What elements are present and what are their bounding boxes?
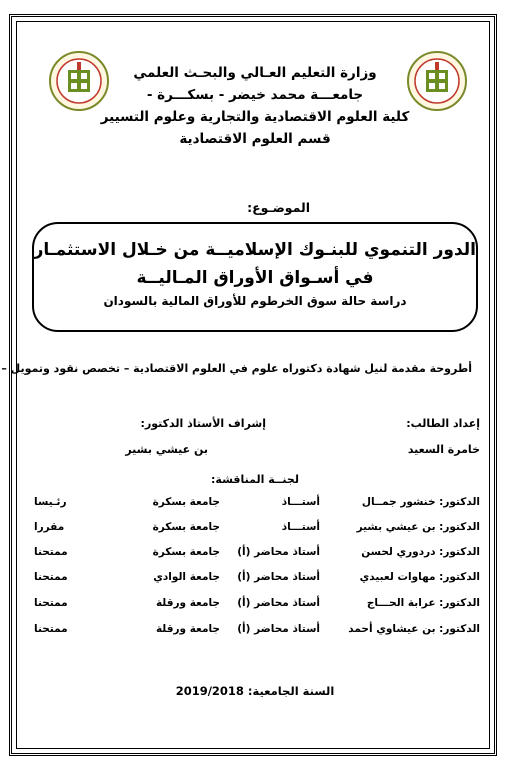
member-rank: أستاذ محاضر (أ): [237, 623, 320, 635]
member-name: الدكتور: بن عيشي بشير: [356, 521, 480, 533]
thesis-title-line2: في أسـواق الأوراق المـاليــة: [136, 268, 374, 288]
member-name: الدكتور: مهاوات لعبيدي: [359, 571, 480, 583]
committee-row: [0, 571, 510, 591]
member-rank: أستـــاذ: [281, 521, 320, 533]
institution-header: [100, 62, 410, 150]
academic-year: السنة الجامعية: 2019/2018: [175, 684, 335, 698]
student-name: خامرة السعيد: [407, 443, 480, 456]
committee-row: [0, 496, 510, 516]
prepared-by-label: إعداد الطالب:: [406, 417, 480, 430]
thesis-note: أطروحة مقدمة لنيل شهادة دكتوراه علوم في العلوم الاقتصادية – تخصص نقود وتمويل –: [1, 362, 472, 375]
university-logo-right: [406, 50, 468, 112]
member-role: مقررا: [34, 521, 65, 533]
supervisor-name: بن عيشي بشير: [125, 443, 208, 456]
member-rank: أستاذ محاضر (أ): [237, 571, 320, 583]
title-box: [32, 222, 478, 332]
member-name: الدكتور: دردوري لحسن: [361, 546, 480, 558]
committee-row: [0, 623, 510, 643]
member-role: ممتحنا: [34, 546, 68, 558]
member-university: جامعة الوادي: [153, 571, 220, 583]
committee-title: لجنــة المناقشة:: [211, 473, 299, 486]
member-rank: أستاذ محاضر (أ): [237, 546, 320, 558]
member-role: ممتحنا: [34, 597, 68, 609]
university-line: جامعـــة محمد خيضر - بسكـــرة -: [146, 87, 364, 103]
member-university: جامعة بسكرة: [152, 546, 220, 558]
thesis-subtitle: دراسة حالة سوق الخرطوم للأوراق المالية بالسودان: [103, 294, 407, 308]
university-seal-icon: [406, 50, 468, 112]
subject-label: الموضـوع:: [247, 200, 310, 215]
member-name: الدكتور: عرابة الحـــاج: [366, 597, 480, 609]
ministry-line: وزارة التعليم العـالي والبحـث العلمي: [133, 65, 377, 81]
member-rank: أستاذ محاضر (أ): [237, 597, 320, 609]
faculty-line: كلية العلوم الاقتصادية والتجارية وعلوم التسيير: [100, 109, 410, 125]
department-line: قسم العلوم الاقتصادية: [179, 131, 331, 147]
member-university: جامعة ورقلة: [155, 597, 220, 609]
member-name: الدكتور: خنشور جمــال: [361, 496, 480, 508]
supervisor-label: إشراف الأستاذ الدكتور:: [140, 417, 266, 430]
member-university: جامعة بسكرة: [152, 496, 220, 508]
thesis-title-line1: الدور التنموي للبنـوك الإسلاميــة من خـلال الاستثمـار: [33, 240, 476, 260]
member-role: ممتحنا: [34, 571, 68, 583]
member-name: الدكتور: بن عيشاوي أحمد: [348, 623, 480, 635]
member-role: ممتحنا: [34, 623, 68, 635]
committee-row: [0, 546, 510, 566]
committee-row: [0, 597, 510, 617]
member-university: جامعة ورقلة: [155, 623, 220, 635]
member-university: جامعة بسكرة: [152, 521, 220, 533]
member-rank: أستـــاذ: [281, 496, 320, 508]
committee-row: [0, 521, 510, 541]
member-role: رئـيسا: [34, 496, 67, 508]
